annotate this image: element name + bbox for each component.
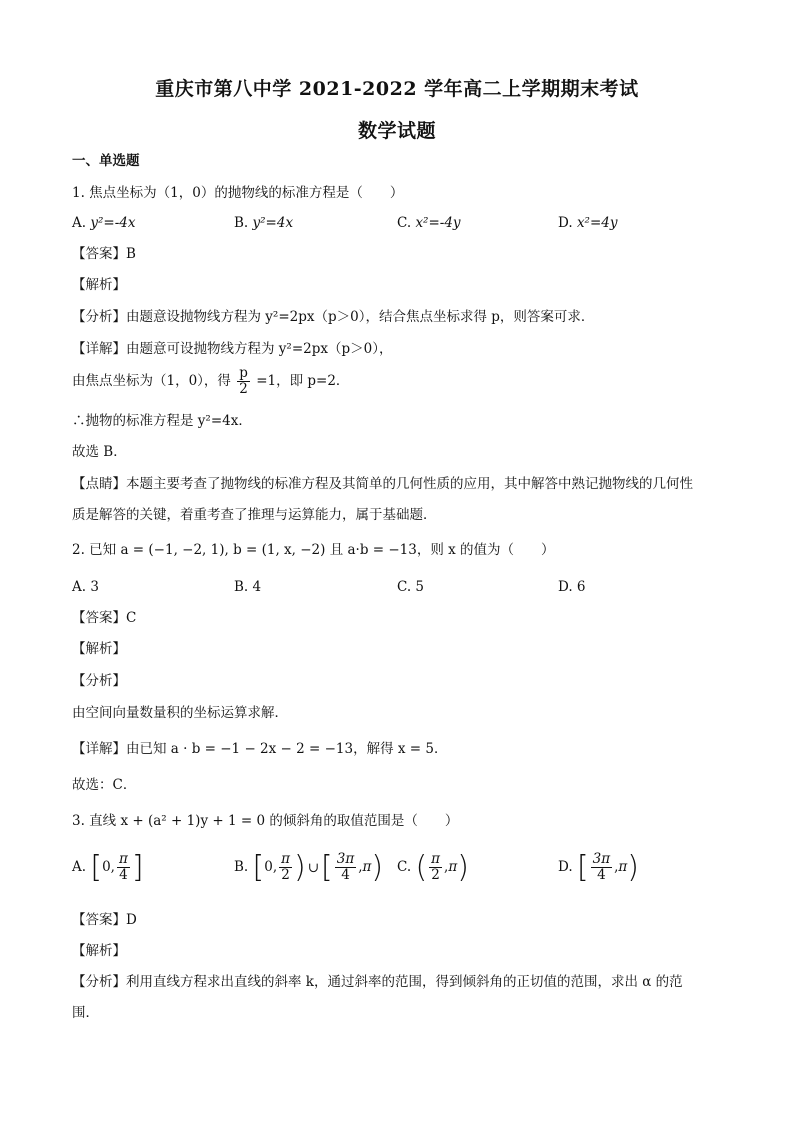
q1-option-d <box>558 214 618 232</box>
right-paren-icon: ) <box>627 849 640 885</box>
q2-option-c: C. 5 <box>397 579 425 595</box>
q3-analysis-heading: 【解析】 <box>72 943 126 959</box>
q1-option-a <box>72 214 135 232</box>
document-title: 重庆市第八中学 2021-2022 学年高二上学期期末考试 <box>155 78 639 100</box>
q3-a-fraction <box>117 852 130 883</box>
q3-option-c <box>397 849 469 885</box>
q1-step2-pre: 由焦点坐标为（1，0），得 <box>72 373 231 389</box>
q1-dianjing-line2: 质是解答的关键，着重考查了推理与运算能力，属于基础题． <box>72 507 437 523</box>
q1-fraction-denominator: 2 <box>239 381 248 397</box>
q3-option-a-label: A. <box>72 859 87 875</box>
q1-option-c-text: x²=-4y <box>415 215 461 231</box>
q3-c-den: 2 <box>431 867 440 883</box>
q3-d-upper: π <box>618 859 628 875</box>
q3-c-fraction <box>429 852 442 883</box>
q1-option-b-text: y²=4x <box>252 215 294 231</box>
q1-fenxi: 【分析】由题意设抛物线方程为 y²=2px（p＞0），结合焦点坐标求得 p，则答案可求． <box>72 309 595 325</box>
q2-fenxi-heading: 【分析】 <box>72 673 126 689</box>
q3-fenxi-line1: 【分析】利用直线方程求出直线的斜率 k，通过斜率的范围，得到倾斜角的正切值的范围，求出 α 的范 <box>72 974 683 990</box>
q3-answer: 【答案】D <box>72 912 137 928</box>
q3-b-comma: , <box>358 859 363 875</box>
right-paren-icon: ) <box>457 849 469 885</box>
q2-stem: 2. 已知 a = (−1, −2, 1), b = (1, x, −2) 且 a·b = −13，则 x 的值为（ ） <box>72 542 555 558</box>
q1-option-d-label: D. <box>558 215 573 231</box>
q3-b-fraction1 <box>279 852 292 883</box>
q2-xiangjie: 【详解】由已知 a · b = −1 − 2x − 2 = −13，解得 x = 5． <box>72 741 448 757</box>
q2-option-b: B. 4 <box>234 579 262 595</box>
q3-b-upper: π <box>362 859 372 875</box>
q3-option-d-label: D. <box>558 859 573 875</box>
q3-option-c-label: C. <box>397 859 412 875</box>
q3-b-num1: π <box>281 851 290 867</box>
q1-fraction-numerator: p <box>239 365 248 381</box>
q1-fraction <box>237 366 250 397</box>
q1-analysis-heading: 【解析】 <box>72 277 126 293</box>
q3-a-den: 4 <box>119 867 128 883</box>
q2-option-a: A. 3 <box>72 579 99 595</box>
q3-b-den2: 4 <box>341 867 350 883</box>
q1-option-c <box>397 214 461 232</box>
q3-fenxi-line2: 围． <box>72 1005 99 1021</box>
q1-step2 <box>72 366 349 397</box>
q3-c-comma: , <box>444 859 449 875</box>
q1-option-d-text: x²=4y <box>576 215 618 231</box>
left-bracket-icon: [ <box>321 849 333 885</box>
q1-xiangjie: 【详解】由题意可设抛物线方程为 y²=2px（p＞0）， <box>72 341 393 357</box>
q2-answer: 【答案】C <box>72 610 137 626</box>
q1-option-a-label: A. <box>72 215 87 231</box>
q1-step3: ∴抛物的标准方程是 y²=4x． <box>72 413 252 429</box>
q3-option-b-label: B. <box>234 859 249 875</box>
right-paren-icon: ) <box>371 849 384 885</box>
q2-choose: 故选：C． <box>72 777 137 793</box>
left-paren-icon: ( <box>415 849 428 885</box>
left-bracket-icon: [ <box>90 849 103 885</box>
right-paren-icon: ) <box>294 849 306 885</box>
q1-dianjing-line1: 【点睛】本题主要考查了抛物线的标准方程及其简单的几何性质的应用，其中解答中熟记抛物线的几何性 <box>72 476 693 492</box>
q3-d-fraction <box>591 852 612 883</box>
q3-d-comma: , <box>614 859 619 875</box>
right-bracket-icon: ] <box>131 849 144 885</box>
q1-step2-post: =1，即 p=2． <box>256 373 350 389</box>
q1-answer: 【答案】B <box>72 246 136 262</box>
union-icon: ∪ <box>307 859 320 876</box>
left-bracket-icon: [ <box>252 849 265 885</box>
q3-b-num2: 3π <box>336 851 355 867</box>
q3-b-fraction2 <box>335 852 356 883</box>
q2-analysis-heading: 【解析】 <box>72 641 126 657</box>
q2-fenxi: 由空间向量数量积的坐标运算求解． <box>72 705 288 721</box>
q3-c-num: π <box>431 851 441 867</box>
left-bracket-icon: [ <box>576 849 589 885</box>
q3-stem: 3. 直线 x + (a² + 1)y + 1 = 0 的倾斜角的取值范围是（ ） <box>72 813 459 829</box>
q3-c-upper: π <box>448 859 458 875</box>
q3-option-d <box>558 849 640 885</box>
q3-option-b <box>234 849 384 885</box>
document-subtitle: 数学试题 <box>357 120 436 142</box>
section-heading: 一、单选题 <box>72 153 140 169</box>
q1-choose: 故选 B． <box>72 444 127 460</box>
q3-d-den: 4 <box>597 867 606 883</box>
q3-d-num: 3π <box>592 851 611 867</box>
q1-option-a-text: y²=-4x <box>90 215 136 231</box>
q2-option-d: D. 6 <box>558 579 586 595</box>
q3-b-lower1: 0, <box>264 859 278 875</box>
q1-option-c-label: C. <box>397 215 412 231</box>
q3-b-den1: 2 <box>281 867 290 883</box>
q1-stem: 1. 焦点坐标为（1，0）的抛物线的标准方程是（ ） <box>72 185 404 201</box>
q3-option-a <box>72 849 144 885</box>
q1-option-b <box>234 214 293 232</box>
q3-a-num: π <box>118 851 128 867</box>
q1-option-b-label: B. <box>234 215 249 231</box>
q3-a-lower: 0, <box>102 859 115 875</box>
